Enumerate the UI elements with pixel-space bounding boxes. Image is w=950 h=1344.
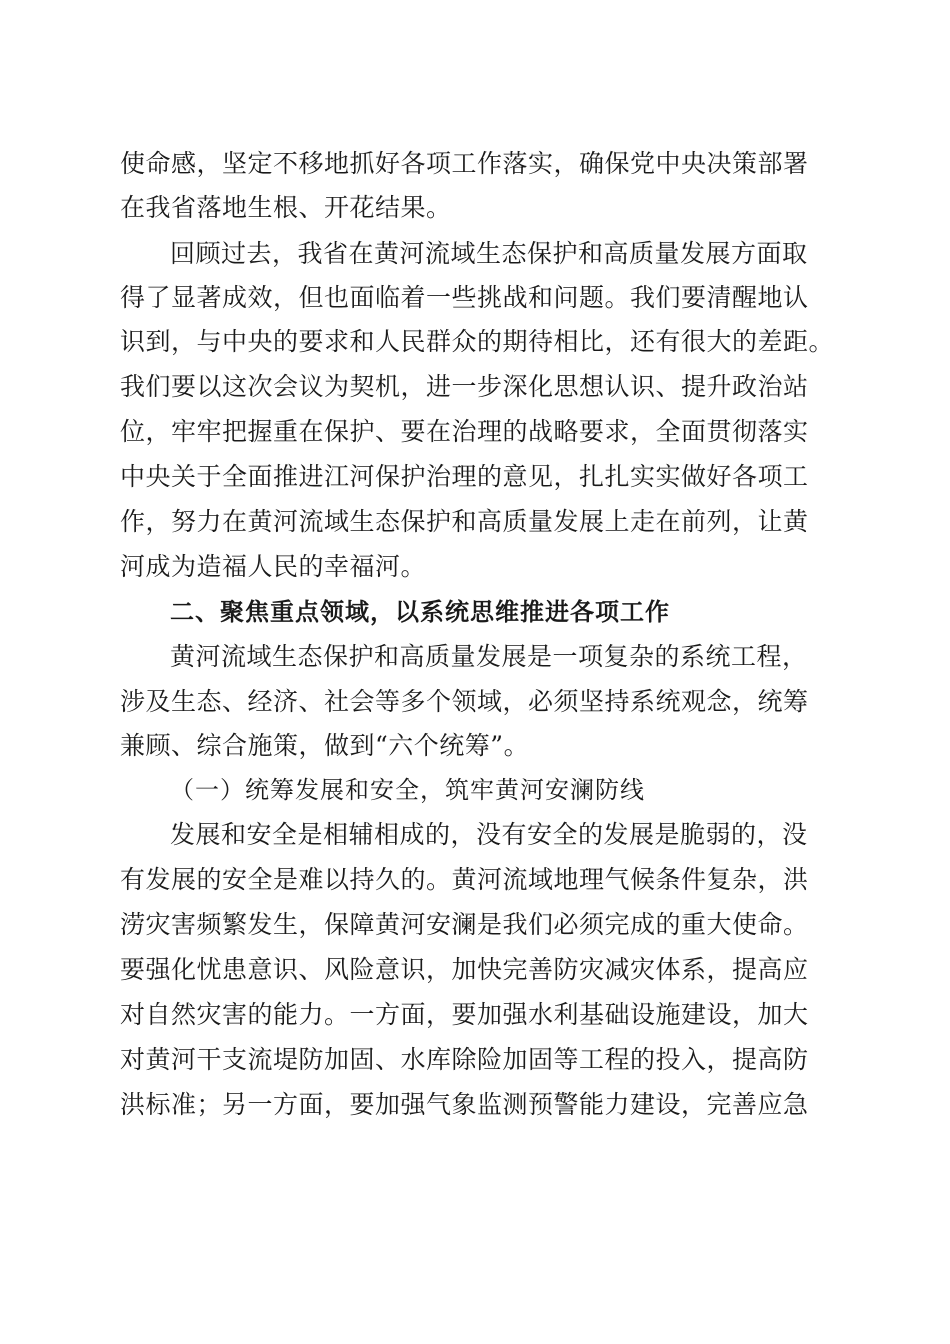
text-line: 要强化忧患意识、风险意识，加快完善防灾减灾体系，提高应	[120, 955, 809, 984]
text-line: 中央关于全面推进江河保护治理的意见，扎扎实实做好各项工	[120, 462, 809, 491]
text-line: 对自然灾害的能力。一方面，要加强水利基础设施建设，加大	[120, 1000, 809, 1029]
text-line: 涝灾害频繁发生，保障黄河安澜是我们必须完成的重大使命。	[120, 910, 809, 939]
text-line: 位，牢牢把握重在保护、要在治理的战略要求，全面贯彻落实	[120, 417, 809, 446]
text-line: 对黄河干支流堤防加固、水库除险加固等工程的投入，提高防	[120, 1045, 809, 1074]
text-line: 兼顾、综合施策，做到“六个统筹”。	[120, 731, 530, 760]
text-line: 识到，与中央的要求和人民群众的期待相比，还有很大的差距。	[120, 327, 835, 356]
section-heading: 二、聚焦重点领域，以系统思维推进各项工作	[170, 598, 670, 626]
paragraph-start-line: 黄河流域生态保护和高质量发展是一项复杂的系统工程，	[170, 642, 808, 671]
text-line: 洪标准；另一方面，要加强气象监测预警能力建设，完善应急	[120, 1090, 809, 1119]
paragraph-start-line: 回顾过去，我省在黄河流域生态保护和高质量发展方面取	[170, 239, 808, 268]
text-line: 我们要以这次会议为契机，进一步深化思想认识、提升政治站	[120, 372, 809, 401]
text-line: 使命感，坚定不移地抓好各项工作落实，确保党中央决策部署	[120, 149, 809, 178]
text-line: 作，努力在黄河流域生态保护和高质量发展上走在前列，让黄	[120, 507, 809, 536]
text-line: 得了显著成效，但也面临着一些挑战和问题。我们要清醒地认	[120, 283, 809, 312]
subsection-heading: （一）统筹发展和安全，筑牢黄河安澜防线	[170, 776, 645, 804]
text-line: 有发展的安全是难以持久的。黄河流域地理气候条件复杂，洪	[120, 865, 809, 894]
paragraph-start-line: 发展和安全是相辅相成的，没有安全的发展是脆弱的，没	[170, 820, 808, 849]
text-line: 涉及生态、经济、社会等多个领域，必须坚持系统观念，统筹	[120, 687, 809, 716]
text-line: 河成为造福人民的幸福河。	[120, 552, 427, 581]
text-line: 在我省落地生根、开花结果。	[120, 193, 452, 222]
